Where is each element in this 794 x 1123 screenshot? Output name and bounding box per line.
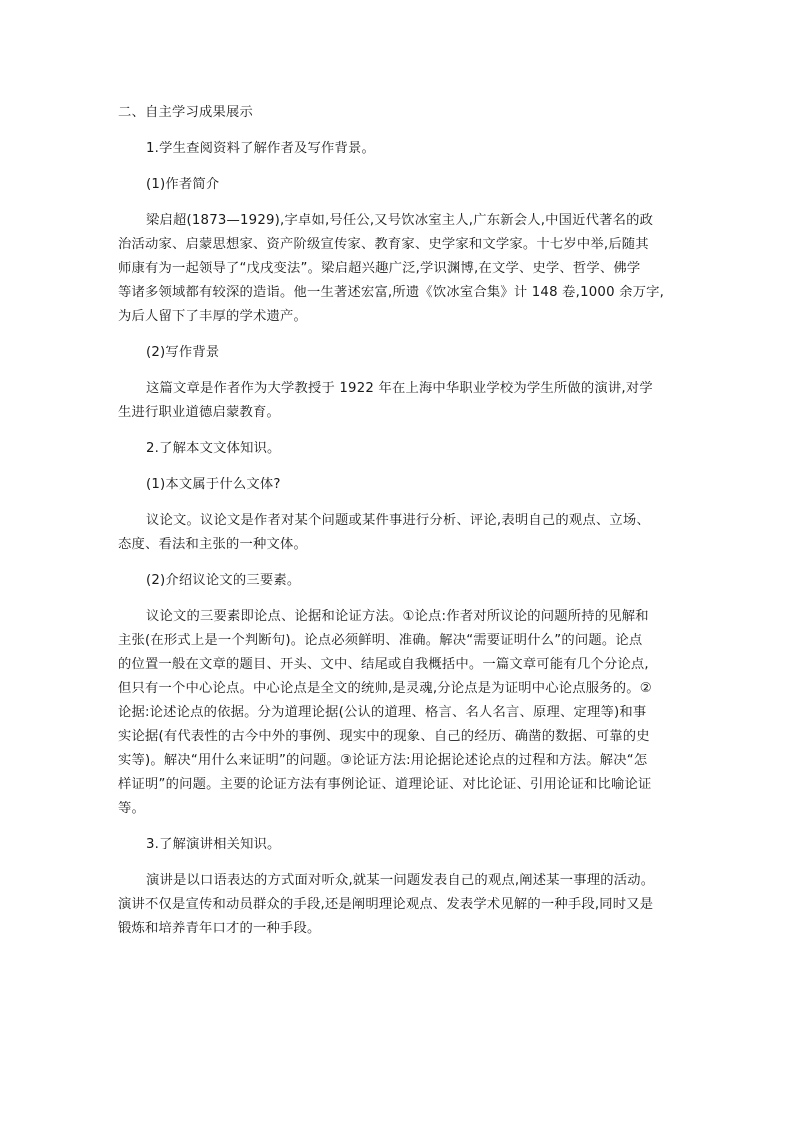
paragraph-line: 议论文的三要素即论点、论据和论证方法。①论点:作者对所议论的问题所持的见解和 (146, 609, 649, 624)
speech-paragraph (118, 869, 678, 941)
section-title: 二、自主学习成果展示 (118, 105, 253, 120)
paragraph-line: 态度、看法和主张的一种文体。 (118, 537, 307, 552)
paragraph-line: 但只有一个中心论点。中心论点是全文的统帅,是灵魂,分论点是为证明中心论点服务的。② (118, 681, 652, 696)
paragraph-line: 等。 (118, 801, 145, 816)
paragraph-line: 实等)。解决“用什么来证明”的问题。③论证方法:用论据论述论点的过程和方法。解决“怎 (118, 753, 648, 768)
paragraph-line: 师康有为一起领导了“戊戌变法”。梁启超兴趣广泛,学识渊博,在文学、史学、哲学、佛学 (118, 261, 641, 276)
paragraph-line: 为后人留下了丰厚的学术遗产。 (118, 309, 307, 324)
three-elements-paragraph (118, 605, 678, 821)
paragraph-line: 样证明”的问题。主要的论证方法有事例论证、道理论证、对比论证、引用论证和比喻论证 (118, 777, 652, 792)
paragraph-line: 演讲是以口语表达的方式面对听众,就某一问题发表自己的观点,阐述某一事理的活动。 (146, 873, 655, 888)
item1-sub1-title: (1)作者简介 (146, 177, 220, 192)
background-paragraph (118, 377, 678, 425)
genre-paragraph (118, 509, 678, 557)
author-intro-paragraph (118, 209, 678, 329)
paragraph-line: 议论文。议论文是作者对某个问题或某件事进行分析、评论,表明自己的观点、立场、 (146, 513, 650, 528)
paragraph-line: 演讲不仅是宣传和动员群众的手段,还是阐明理论观点、发表学术见解的一种手段,同时又是 (118, 897, 654, 912)
paragraph-line: 主张(在形式上是一个判断句)。论点必须鲜明、准确。解决“需要证明什么”的问题。论点 (118, 633, 643, 648)
paragraph-line: 治活动家、启蒙思想家、资产阶级宣传家、教育家、史学家和文学家。十七岁中举,后随其 (118, 237, 649, 252)
document-body (118, 101, 678, 953)
paragraph-line: 这篇文章是作者作为大学教授于 1922 年在上海中华职业学校为学生所做的演讲,对学 (146, 381, 653, 396)
item1-title: 1.学生查阅资料了解作者及写作背景。 (146, 141, 376, 156)
item2-title: 2.了解本文文体知识。 (146, 441, 281, 456)
item1-sub2-title: (2)写作背景 (146, 345, 220, 360)
paragraph-line: 生进行职业道德启蒙教育。 (118, 405, 280, 420)
paragraph-line: 锻炼和培养青年口才的一种手段。 (118, 921, 321, 936)
paragraph-line: 等诸多领域都有较深的造诣。他一生著述宏富,所遗《饮冰室合集》计 148 卷,1000 余万字, (118, 285, 665, 300)
item2-sub2-title: (2)介绍议论文的三要素。 (146, 573, 301, 588)
item3-title: 3.了解演讲相关知识。 (146, 837, 281, 852)
paragraph-line: 梁启超(1873—1929),字卓如,号任公,又号饮冰室主人,广东新会人,中国近代著名的政 (146, 213, 654, 228)
paragraph-line: 论据:论述论点的依据。分为道理论据(公认的道理、格言、名人名言、原理、定理等)和事 (118, 705, 647, 720)
paragraph-line: 实论据(有代表性的古今中外的事例、现实中的现象、自己的经历、确凿的数据、可靠的史 (118, 729, 650, 744)
paragraph-line: 的位置一般在文章的题目、开头、文中、结尾或自我概括中。一篇文章可能有几个分论点, (118, 657, 649, 672)
item2-sub1-title: (1)本文属于什么文体? (146, 477, 281, 492)
